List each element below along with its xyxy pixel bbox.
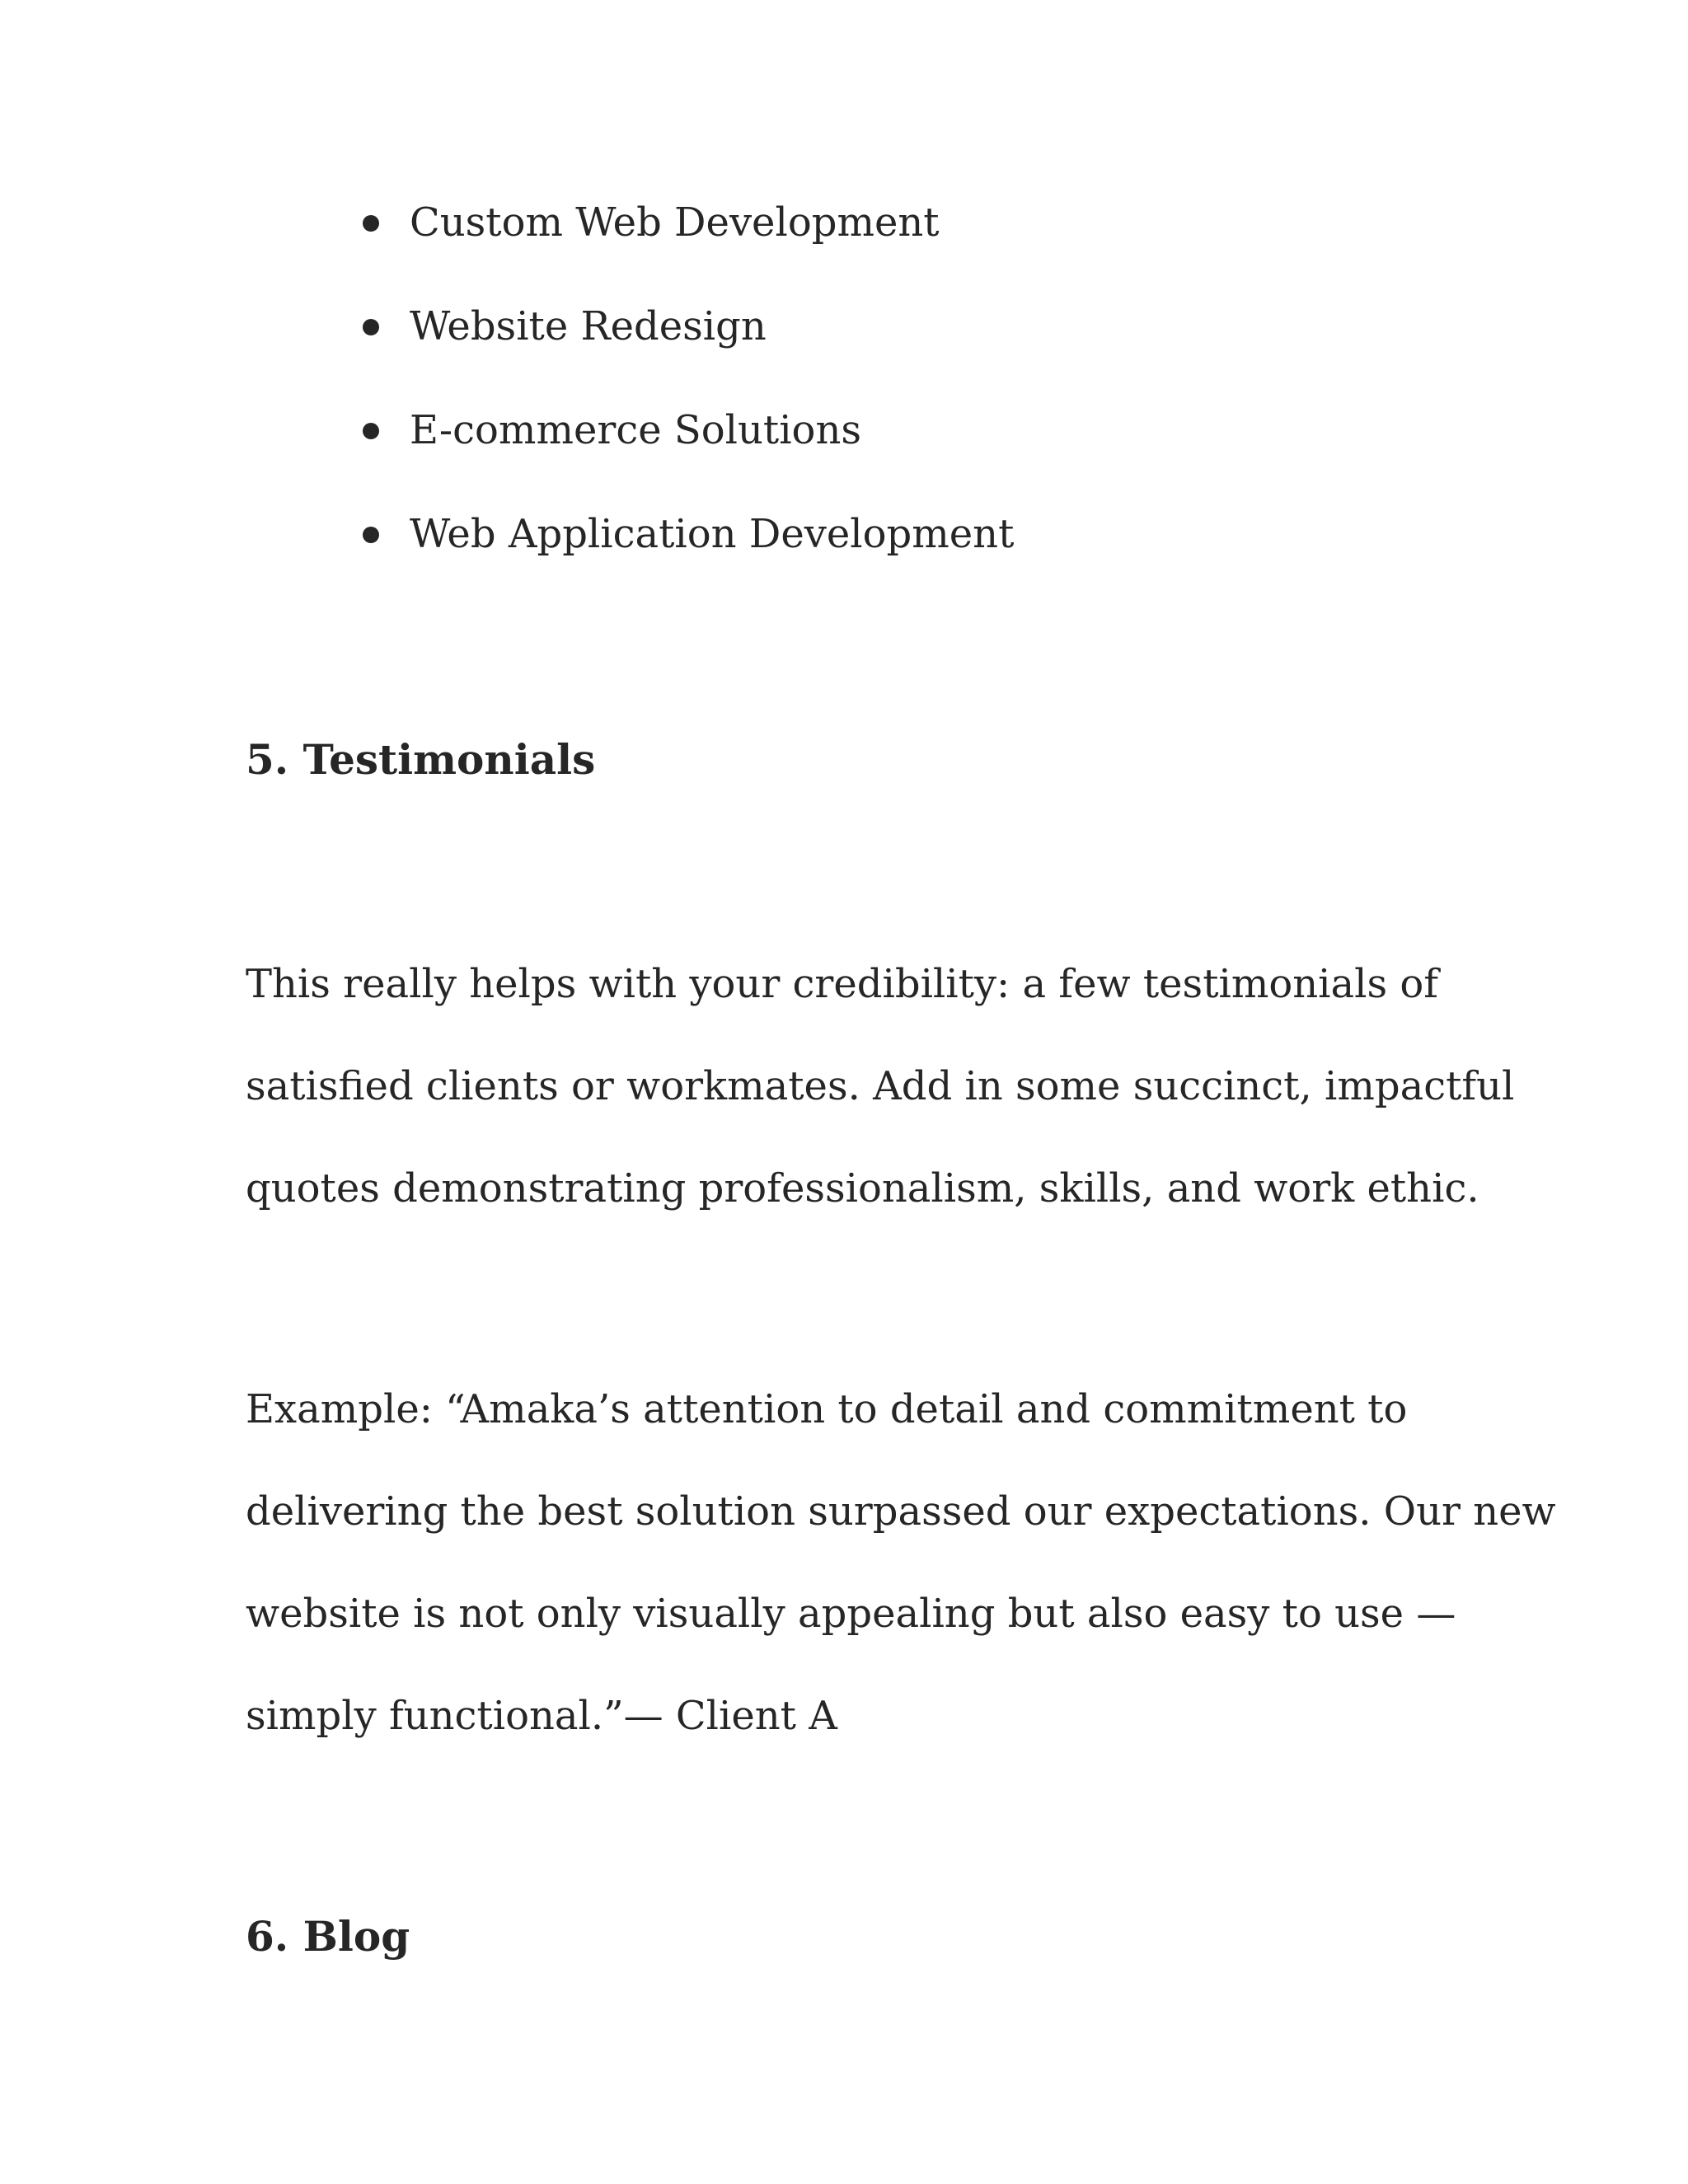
list-item-text: Website Redesign bbox=[410, 303, 767, 349]
blog-heading: 6. Blog bbox=[246, 1912, 410, 1961]
paragraph-line: Example: “Amaka’s attention to detail and commitment to bbox=[246, 1386, 1408, 1432]
list-item-text: Custom Web Development bbox=[410, 199, 940, 246]
paragraph-line: satisfied clients or workmates. Add in some succinct, impactful bbox=[246, 1063, 1515, 1109]
testimonial-example-paragraph bbox=[246, 1358, 1556, 1767]
bullet-dot-icon bbox=[363, 215, 379, 232]
paragraph-line: delivering the best solution surpassed our expectations. Our new bbox=[246, 1488, 1556, 1535]
list-item-text: Web Application Development bbox=[410, 511, 1015, 557]
services-bullet-list bbox=[363, 191, 1014, 607]
bullet-dot-icon bbox=[363, 423, 379, 439]
testimonials-paragraph bbox=[246, 933, 1531, 1240]
list-item bbox=[363, 399, 1014, 503]
list-item bbox=[363, 295, 1014, 399]
list-item bbox=[363, 503, 1014, 607]
bullet-dot-icon bbox=[363, 319, 379, 335]
list-item-text: E-commerce Solutions bbox=[410, 407, 861, 453]
testimonials-heading: 5. Testimonials bbox=[246, 735, 596, 784]
paragraph-line: This really helps with your credibility: a few testimonials of bbox=[246, 961, 1439, 1007]
paragraph-line: quotes demonstrating professionalism, skills, and work ethic. bbox=[246, 1165, 1479, 1212]
paragraph-line: simply functional.”— Client A bbox=[246, 1693, 837, 1739]
paragraph-line: website is not only visually appealing but also easy to use — bbox=[246, 1591, 1456, 1637]
bullet-dot-icon bbox=[363, 527, 379, 543]
list-item bbox=[363, 191, 1014, 295]
